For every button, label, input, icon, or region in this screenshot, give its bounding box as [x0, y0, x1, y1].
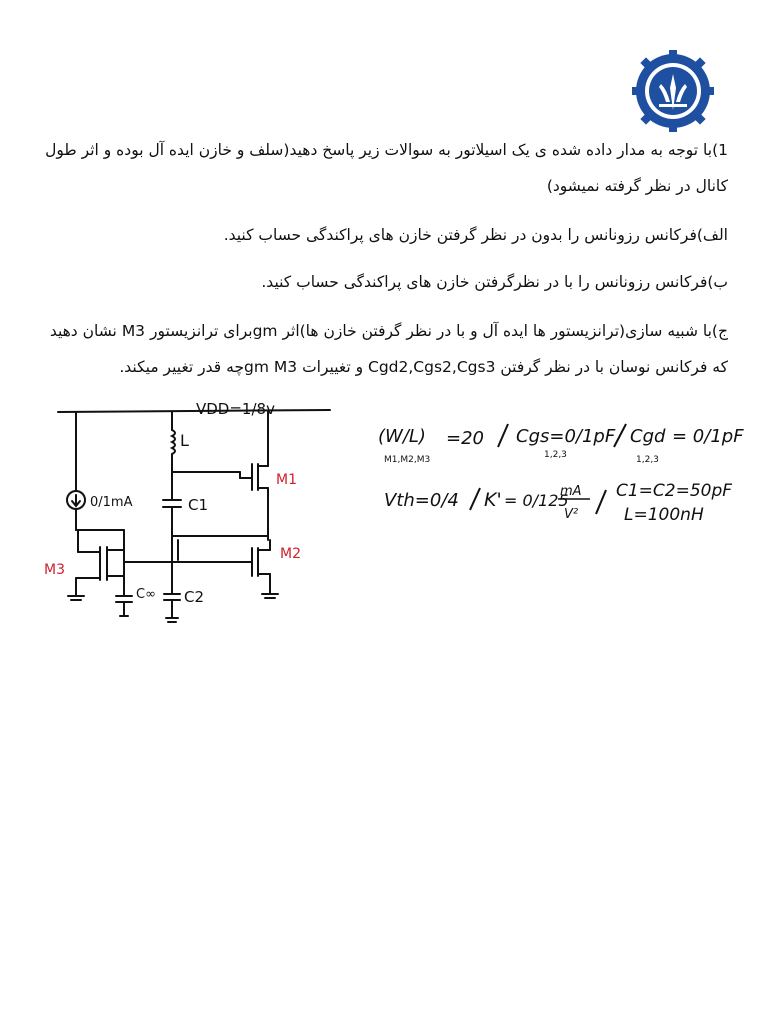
m2-label: M2 — [280, 546, 301, 562]
m1-label: M1 — [276, 472, 297, 488]
units-numerator: mA — [560, 484, 582, 499]
question-part-b: ب)فرکانس رزونانس را با در نظرگرفتن خازن های پراکندگی حساب کنید. — [261, 273, 728, 291]
wl-value: =20 — [446, 428, 484, 449]
units-denominator: V² — [564, 507, 579, 522]
vdd-label: VDD=1/8v — [196, 400, 275, 418]
question-line-1: 1)با توجه به مدار داده شده ی یک اسیلاتور به سوالات زیر پاسخ دهید(سلف و خازن ایده آل بوده و اثر طول — [45, 141, 728, 159]
current-source-label: 0/1mA — [90, 495, 133, 510]
c1-label: C1 — [188, 496, 209, 514]
vth-value: Vth=0/4 — [384, 490, 459, 511]
wl-label: (W/L) — [378, 426, 426, 447]
cgd-subscript: 1,2,3 — [636, 455, 659, 465]
cgs-subscript: 1,2,3 — [544, 450, 567, 460]
cgs-value: Cgs=0/1pF — [516, 426, 616, 447]
question-part-a: الف)فرکانس رزونانس را بدون در نظر گرفتن خازن های پراکندگی حساب کنید. — [223, 226, 728, 244]
question-line-2: کانال در نظر گرفته نمیشود) — [546, 177, 728, 195]
question-part-c-line-1: ج)با شبیه سازی(ترانزیستور ها ایده آل و با در نظر گرفتن خازن ها)اثر gmبرای ترانزیستور M3 نشان دهید — [49, 322, 728, 340]
kprime-value: = 0/125 — [504, 491, 569, 510]
question-part-c-line-2: که فرکانس نوسان با در نظر گرفتن Cgd2,Cgs2,Cgs3 و تغییرات gm M3چه قدر تغییر میکند. — [119, 358, 728, 376]
cgd-value: = 0/1pF — [672, 426, 744, 447]
inductance-value: L=100nH — [624, 505, 704, 525]
c1c2-value: C1=C2=50pF — [616, 481, 733, 501]
inductor-label: L — [180, 431, 189, 450]
cinf-label: C∞ — [136, 587, 156, 602]
university-logo — [632, 50, 714, 132]
m3-label: M3 — [44, 562, 65, 578]
kprime-label: K' — [484, 489, 502, 511]
parameters-block — [370, 410, 760, 530]
cgd-label: Cgd — [630, 426, 666, 447]
oscillator-circuit — [0, 385, 360, 645]
wl-subscript: M1,M2,M3 — [384, 455, 431, 465]
c2-label: C2 — [184, 588, 205, 606]
